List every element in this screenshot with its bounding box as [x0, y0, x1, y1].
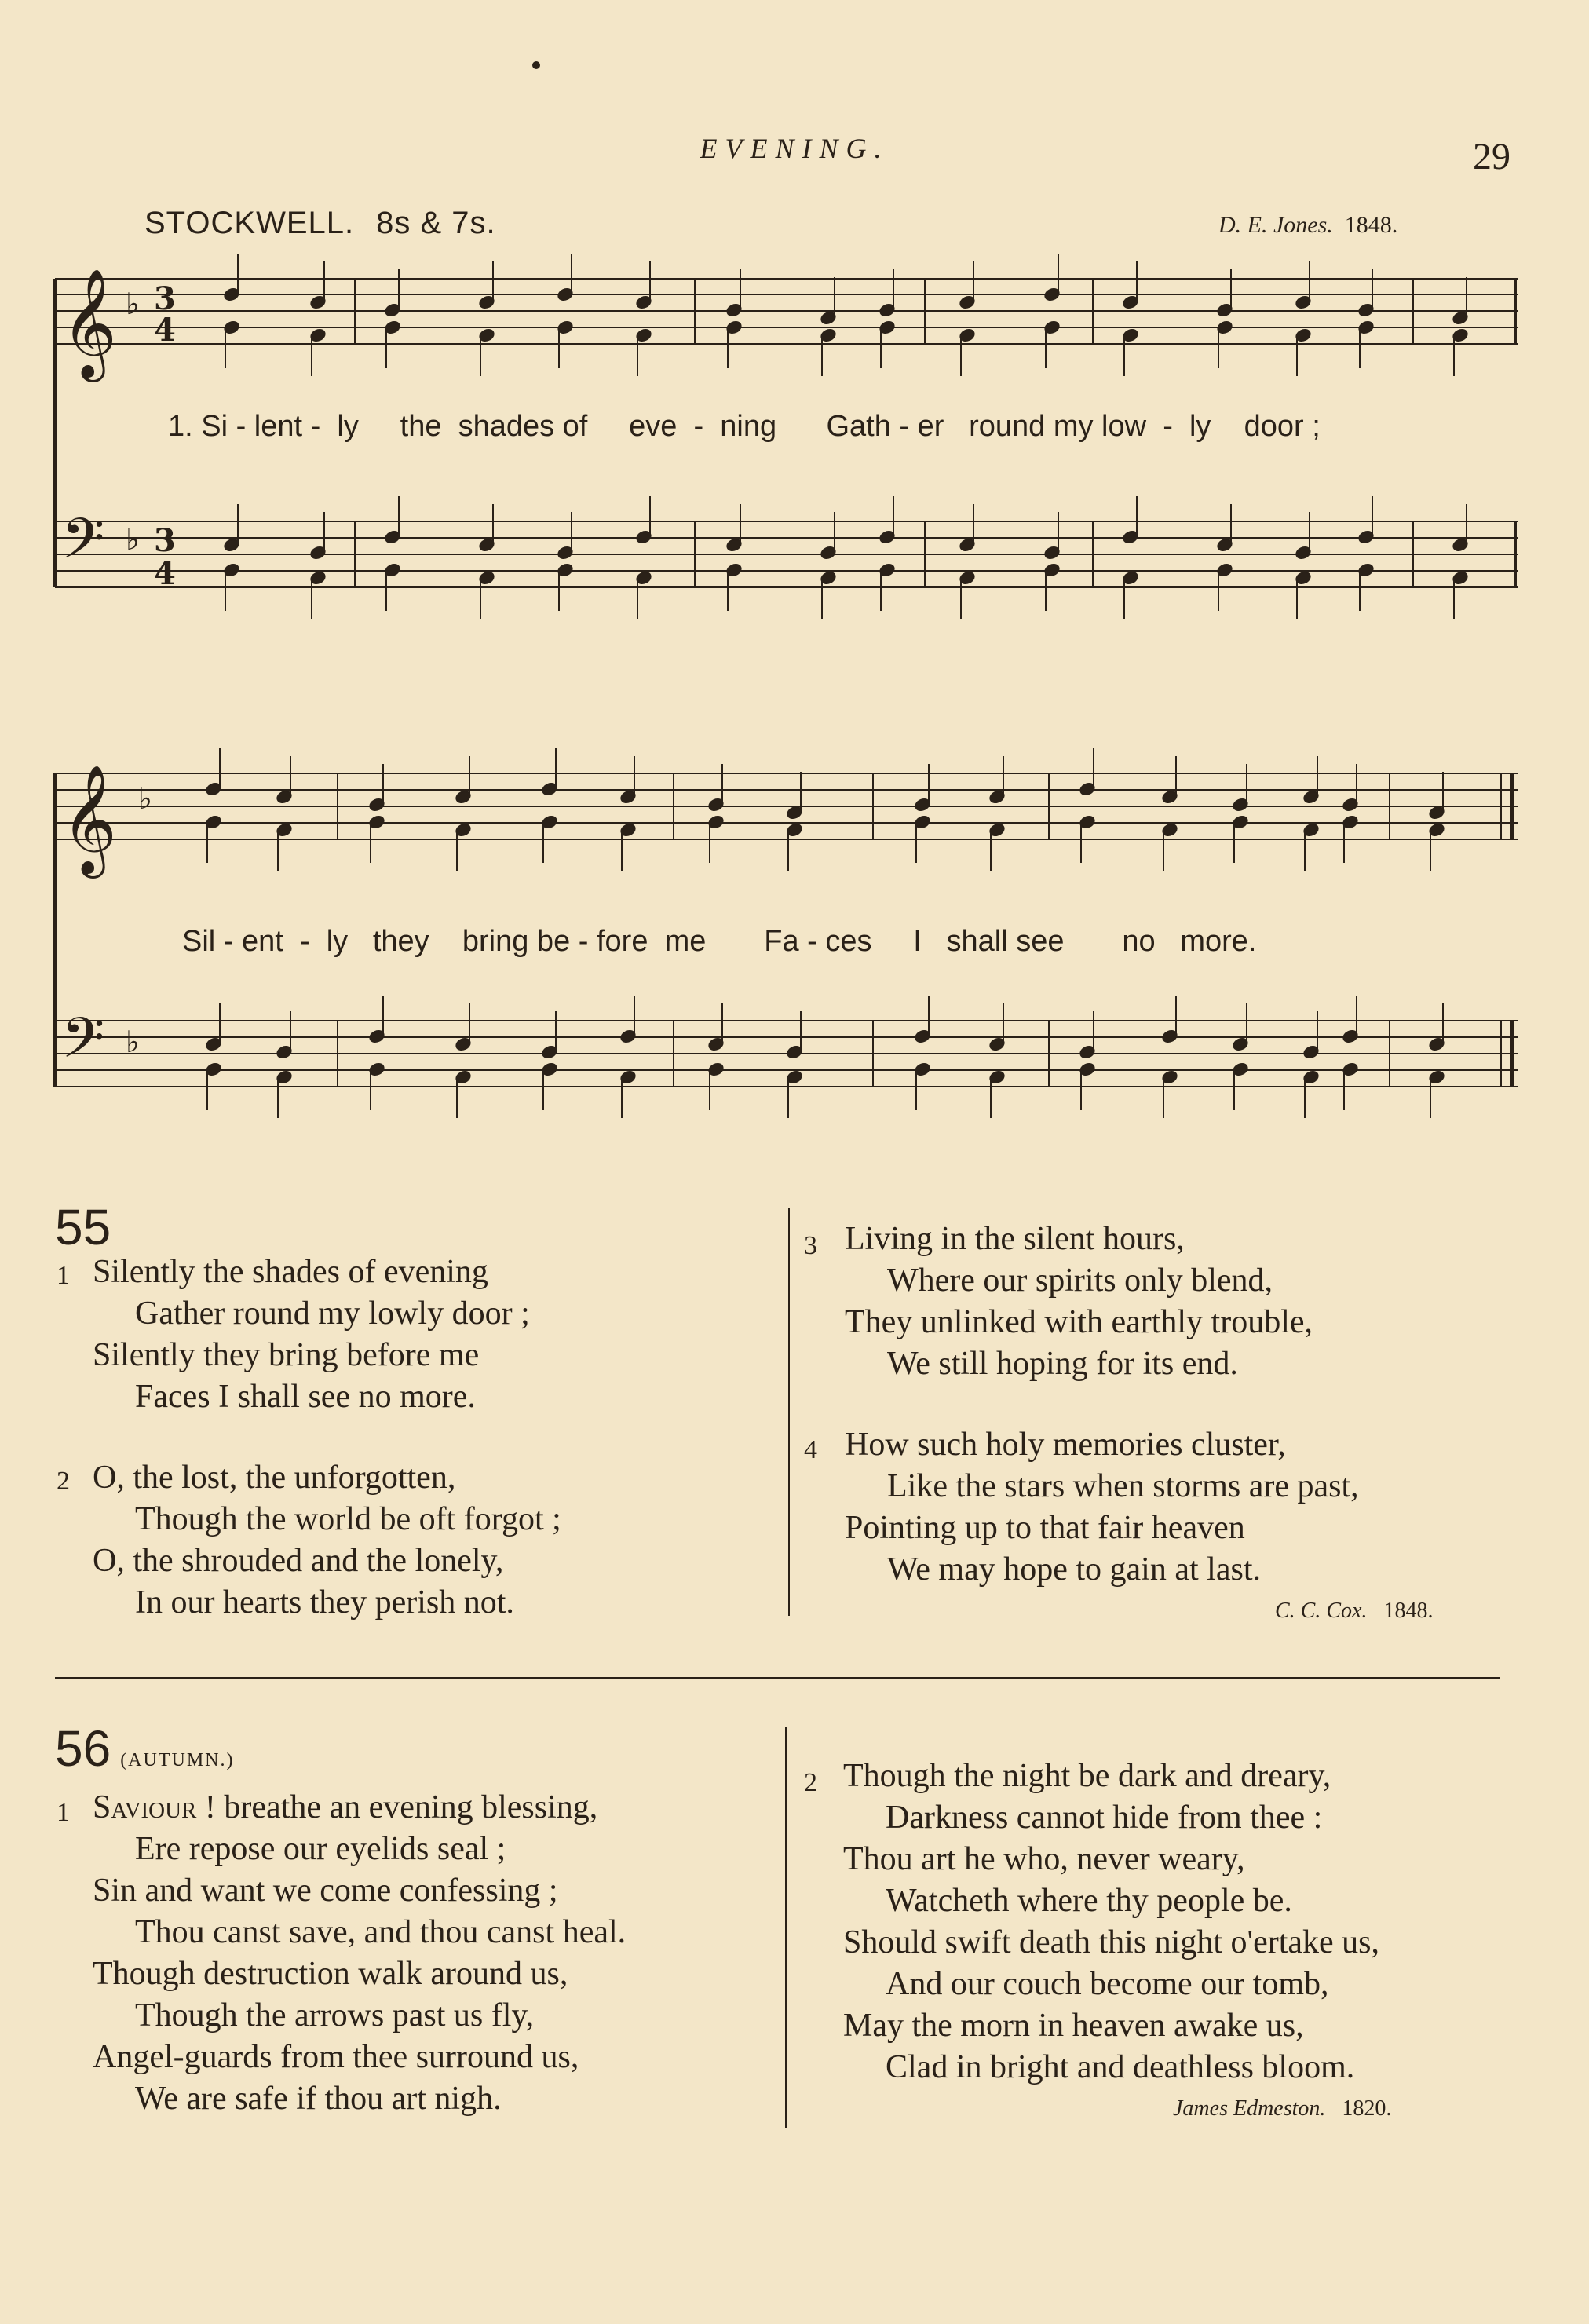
- stanza-line: We still hoping for its end.: [887, 1346, 1238, 1382]
- stanza-line: May the morn in heaven awake us,: [843, 2008, 1304, 2044]
- author-name: James Edmeston.: [1173, 2096, 1326, 2121]
- column-divider: [785, 1727, 787, 2128]
- stanza-line: O, the lost, the unforgotten,: [93, 1460, 456, 1496]
- staff-bass-2: [55, 1021, 1518, 1087]
- stanza-line: They unlinked with earthly trouble,: [845, 1304, 1313, 1340]
- author-name: C. C. Cox.: [1275, 1599, 1368, 1623]
- stanza-number: 2: [804, 1768, 817, 1797]
- stanza-number: 4: [804, 1435, 817, 1464]
- hymn-number: 56: [55, 1720, 111, 1777]
- hymn55-attribution: [1275, 1599, 1433, 1624]
- bass-clef-1: 𝄢: [61, 506, 105, 585]
- treble-clef-2: 𝄞: [61, 765, 117, 874]
- key-flat: ♭: [126, 522, 140, 557]
- hymn55-stanza-4: [804, 1424, 1359, 1591]
- bass-clef-2: 𝄢: [61, 1006, 105, 1084]
- stanza-number: 1: [57, 1261, 70, 1290]
- section-rule: [55, 1677, 1500, 1679]
- stanza-line: Though the night be dark and dreary,: [843, 1758, 1331, 1794]
- stanza-line: Darkness cannot hide from thee :: [886, 1800, 1323, 1836]
- first-line-rest: ! breathe an evening blessing,: [196, 1789, 598, 1825]
- lyrics-line-1: 1. Si - lent - ly the shades of eve - ning Gath - er round my low - ly door ;: [168, 410, 1321, 443]
- key-flat: ♭: [126, 1025, 140, 1059]
- stanza-line: Clad in bright and deathless bloom.: [886, 2049, 1355, 2085]
- author-year: 1848.: [1383, 1599, 1434, 1623]
- stanza-line: Gather round my lowly door ;: [135, 1295, 530, 1332]
- stanza-number: 3: [804, 1231, 817, 1260]
- stanza-line: Thou art he who, never weary,: [843, 1841, 1245, 1877]
- stanza-number: 1: [57, 1798, 70, 1827]
- hymn55-stanza-1: [57, 1252, 530, 1418]
- stanza-line: Like the stars when storms are past,: [887, 1468, 1359, 1504]
- stanza-line: Though destruction walk around us,: [93, 1956, 568, 1992]
- hymn55-stanza-2: [57, 1457, 561, 1624]
- stanza-line: How such holy memories cluster,: [845, 1427, 1286, 1463]
- stanza-line: Should swift death this night o'ertake us,: [843, 1924, 1379, 1960]
- first-word: Saviour: [93, 1789, 197, 1825]
- stanza-line: Thou canst save, and thou canst heal.: [135, 1914, 626, 1950]
- hymn56-stanza-1: [57, 1787, 626, 2120]
- stanza-line: Silently they bring before me: [93, 1337, 480, 1373]
- column-divider: [788, 1208, 790, 1616]
- stanza-line: O, the shrouded and the lonely,: [93, 1543, 504, 1579]
- stanza-line: We are safe if thou art nigh.: [135, 2081, 502, 2117]
- hymn-note: (AUTUMN.): [120, 1750, 235, 1770]
- time-sig-top: 3: [154, 280, 176, 317]
- hymn56-attribution: [1173, 2096, 1391, 2121]
- stanza-line: Watcheth where thy people be.: [886, 1883, 1292, 1919]
- stanza-line: Though the world be oft forgot ;: [135, 1501, 561, 1537]
- stanza-line: We may hope to gain at last.: [887, 1551, 1261, 1588]
- staff-treble-2: [55, 773, 1518, 839]
- treble-clef-1: 𝄞: [61, 269, 117, 378]
- lyrics-line-2: Sil - ent - ly they bring be - fore me Fa - ces I shall see no more.: [182, 925, 1257, 958]
- time-sig-bottom: 4: [154, 555, 176, 592]
- stanza-line: Silently the shades of evening: [93, 1254, 488, 1290]
- key-flat: ♭: [126, 287, 140, 321]
- stanza-line: [93, 1787, 626, 1829]
- composer-year: 1848.: [1344, 212, 1398, 238]
- stanza-number: 2: [57, 1467, 70, 1496]
- stanza-line: Pointing up to that fair heaven: [845, 1510, 1245, 1546]
- stanza-line: Living in the silent hours,: [845, 1221, 1185, 1257]
- stanza-line: Ere repose our eyelids seal ;: [135, 1831, 506, 1867]
- stanza-line: And our couch become our tomb,: [886, 1966, 1329, 2002]
- stanza-line: Though the arrows past us fly,: [135, 1997, 535, 2034]
- time-sig-bottom: 4: [154, 312, 176, 349]
- running-title: EVENING.: [700, 133, 889, 164]
- hymn55-stanza-3: [804, 1219, 1313, 1385]
- hymn56-heading: [55, 1719, 235, 1778]
- hymn56-stanza-2: [804, 1756, 1379, 2088]
- tune-name: STOCKWELL.: [144, 206, 355, 240]
- stanza-line: Where our spirits only blend,: [887, 1262, 1273, 1299]
- stanza-line: In our hearts they perish not.: [135, 1584, 514, 1621]
- composer-name: D. E. Jones.: [1218, 212, 1333, 238]
- stanza-line: Faces I shall see no more.: [135, 1379, 476, 1415]
- stanza-line: Sin and want we come confessing ;: [93, 1873, 558, 1909]
- key-flat: ♭: [138, 781, 152, 816]
- author-year: 1820.: [1342, 2096, 1392, 2121]
- tune-meter: 8s & 7s.: [376, 206, 496, 240]
- page-number: 29: [1473, 136, 1510, 177]
- hymn-number: 55: [55, 1199, 111, 1255]
- time-sig-top: 3: [154, 522, 176, 559]
- stanza-line: Angel-guards from thee surround us,: [93, 2039, 579, 2075]
